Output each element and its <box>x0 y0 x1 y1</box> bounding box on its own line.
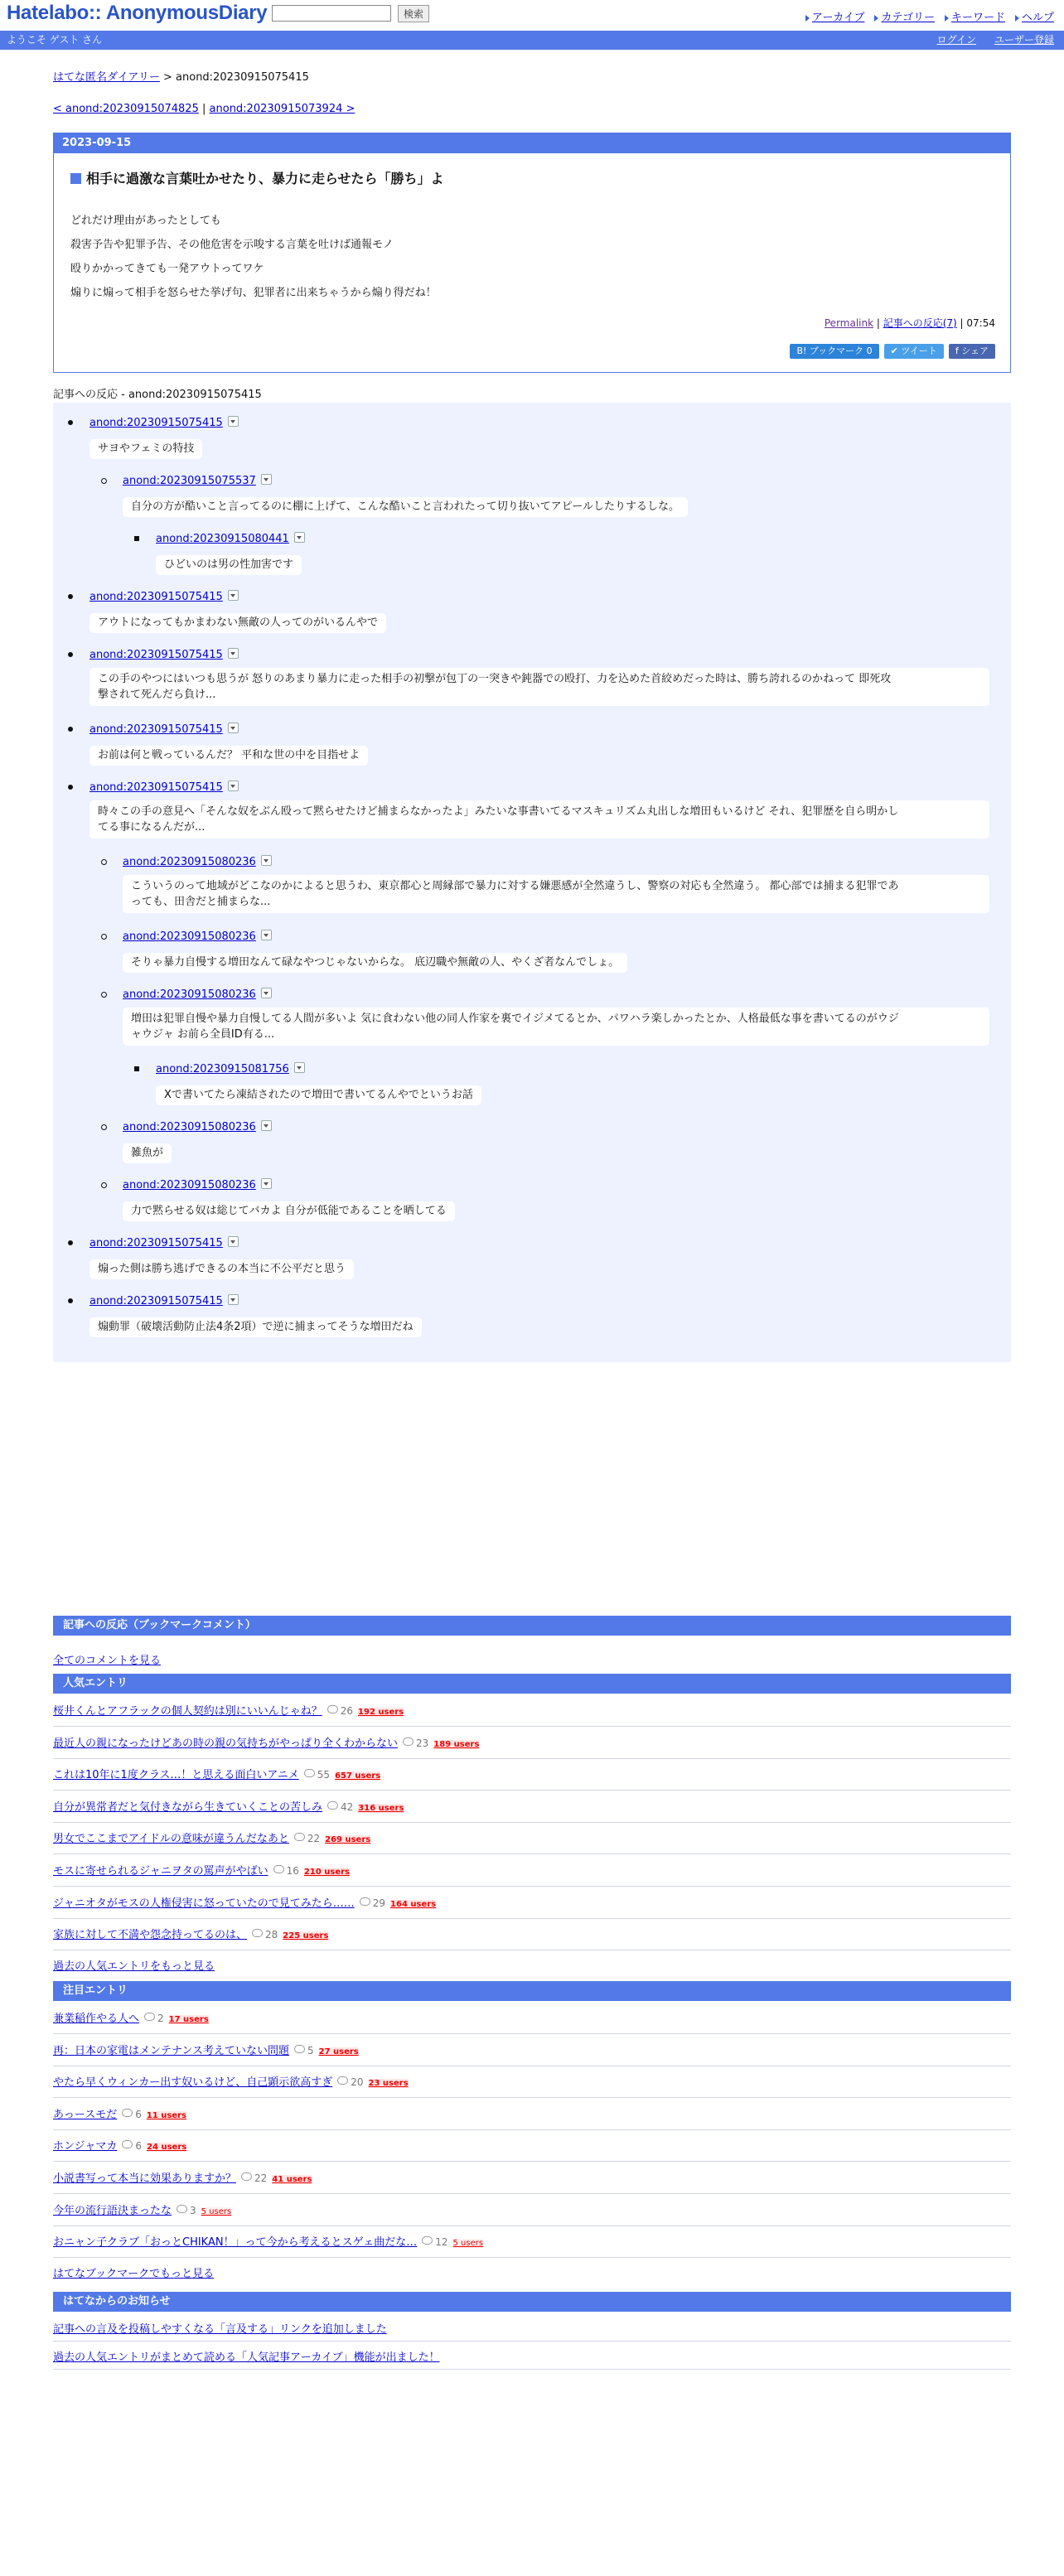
comment-count[interactable]: 5 <box>294 2045 314 2056</box>
dropdown-icon[interactable] <box>261 1178 272 1189</box>
comment-count[interactable]: 23 <box>403 1737 428 1749</box>
reaction-bubble <box>123 875 989 913</box>
users-badge[interactable]: 5 users <box>452 2239 484 2249</box>
users-badge[interactable]: 164 users <box>390 1899 437 1909</box>
entry-link[interactable]: おニャン子クラブ「おっとCHIKAN！」って今から考えるとスゲェ曲だな… <box>53 2236 418 2250</box>
title-square-icon <box>70 173 81 184</box>
reaction-node <box>156 532 305 545</box>
entry-row-content <box>53 1798 404 1814</box>
bookmark-label: B! ブックマーク <box>796 346 864 356</box>
entry-link[interactable]: モスに寄せられるジャニヲタの罵声がやばい <box>53 1865 268 1878</box>
entry-line: 殴りかかってきても一発アウトってワケ <box>70 263 264 275</box>
dropdown-icon[interactable] <box>261 855 272 866</box>
bookmark-comments-header: 記事への反応（ブックマークコメント） <box>53 1616 1011 1636</box>
dropdown-icon[interactable] <box>228 1236 239 1247</box>
reaction-tree <box>53 403 1011 1362</box>
prev-entry-link[interactable]: < anond:20230915074825 <box>53 103 199 115</box>
next-entry-link[interactable]: anond:20230915073924 > <box>209 103 355 115</box>
entry-row-content <box>53 2169 312 2185</box>
reaction-bubble: ひどいのは男の性加害です <box>156 555 302 575</box>
comment-count[interactable]: 20 <box>337 2076 363 2088</box>
entry-line: どれだけ理由があったとしても <box>70 215 221 227</box>
entry-link[interactable]: 桜井くんとアフラックの個人契約は別にいいんじゃね？ <box>53 1705 322 1718</box>
reaction-link[interactable]: anond:20230915080236 <box>123 1121 256 1133</box>
news-link[interactable]: 過去の人気エントリがまとめて読める「人気記事アーカイブ」機能が出ました！ <box>53 2351 440 2364</box>
share-buttons <box>785 344 995 359</box>
twitter-bird-icon: ✔ <box>890 346 898 356</box>
reaction-bubble: Xで書いてたら凍結されたので増田で書いてるんやでというお話 <box>156 1085 481 1105</box>
permalink[interactable]: Permalink <box>824 317 874 329</box>
nav-category[interactable]: カテゴリー <box>874 12 934 24</box>
reaction-bubble: 力で黙らせる奴は総じてバカよ 自分が低能であることを晒してる <box>123 1201 455 1221</box>
bubble-line: 時々この手の意見へ「そんな奴をぶん殴って黙らせたけど捕まらなかったよ」みたいな事書いてるマスキュリズム丸出しな増田もいるけど それ、犯罪歴を自ら明かし <box>98 805 899 818</box>
entry-row-content <box>53 1926 328 1941</box>
entry-row-content <box>53 1766 380 1781</box>
entry-row-content <box>53 2042 359 2057</box>
reaction-bubble: 煽った側は勝ち逃げできるの本当に不公平だと思う <box>89 1259 354 1279</box>
search-button[interactable]: 検索 <box>398 5 429 22</box>
entry-row-content <box>53 2201 231 2217</box>
popular-more-link[interactable]: 過去の人気エントリをもっと見る <box>53 1960 215 1973</box>
reaction-node <box>89 1236 239 1249</box>
entry-row <box>53 1759 1011 1791</box>
breadcrumb <box>53 68 309 84</box>
bubble-line: てる事になるんだが... <box>98 821 206 834</box>
entry-row <box>53 1887 1011 1919</box>
login-link[interactable]: ログイン <box>936 34 976 46</box>
entry-row <box>53 1728 1011 1759</box>
comment-count[interactable]: 12 <box>422 2236 447 2248</box>
entry-title-text: 相手に過激な言葉吐かせたり、暴力に走らせたら「勝ち」よ <box>86 171 444 186</box>
reaction-bubble: 煽動罪（破壊活動防止法4条2項）で逆に捕まってそうな増田だね <box>89 1317 422 1337</box>
reaction-node <box>89 648 239 661</box>
reaction-node <box>89 416 239 429</box>
reaction-link[interactable]: anond:20230915075415 <box>89 723 223 736</box>
attention-more-link[interactable]: はてなブックマークでもっと見る <box>53 2268 215 2280</box>
prev-next-sep: | <box>202 103 206 115</box>
comment-count[interactable]: 16 <box>273 1865 299 1877</box>
site-header <box>0 0 1064 28</box>
entry-row <box>53 2226 1011 2258</box>
bubble-line: 撃されて死んだら負け... <box>98 689 216 701</box>
reaction-link[interactable]: anond:20230915075415 <box>89 649 223 661</box>
entry-link[interactable]: これは10年に1度クラス…！と思える面白いアニメ <box>53 1769 299 1782</box>
reaction-link[interactable]: anond:20230915075415 <box>89 591 223 603</box>
reaction-link[interactable]: anond:20230915081756 <box>156 1063 289 1075</box>
reaction-bubble: お前は何と戦っているんだ？ 平和な世の中を目指せよ <box>89 746 368 766</box>
entry-date: 2023-09-15 <box>54 133 1010 153</box>
entry-row <box>53 1791 1011 1823</box>
users-badge[interactable]: 192 users <box>358 1708 404 1717</box>
users-badge[interactable]: 41 users <box>272 2175 312 2184</box>
entry-title <box>70 168 1010 187</box>
entry-row-content <box>53 2105 186 2121</box>
entry-row-content <box>53 2009 209 2025</box>
fb-label: シェア <box>961 346 989 356</box>
reaction-node <box>89 723 239 736</box>
users-badge[interactable]: 210 users <box>303 1868 350 1877</box>
bubble-line: こういうのって地域がどこなのかによると思うわ、東京都心と周縁部で暴力に対する嫌悪感が全然違うし、警察の対応も全然違う。 都心部では捕まる犯罪であ <box>131 880 899 892</box>
reaction-link[interactable]: anond:20230915080236 <box>123 930 256 943</box>
entry-row <box>53 2099 1011 2130</box>
reaction-bubble: そりゃ暴力自慢する増田なんて碌なやつじゃないからな。 底辺職や無敵の人、やくざ者なんでしょ。 <box>123 953 627 973</box>
entry-link[interactable]: 家族に対して不満や怨念持ってるのは、 <box>53 1929 248 1942</box>
search-input[interactable] <box>272 5 391 22</box>
entry-row <box>53 2066 1011 2098</box>
entry-row <box>53 2163 1011 2194</box>
reaction-bubble: 雑魚が <box>123 1143 172 1163</box>
facebook-share-button[interactable] <box>949 344 995 359</box>
attention-entries-header: 注目エントリ <box>53 1981 1011 2001</box>
reaction-link[interactable]: anond:20230915075415 <box>89 1295 223 1307</box>
users-badge[interactable]: 225 users <box>283 1931 329 1941</box>
nav-help[interactable]: ヘルプ <box>1015 12 1054 24</box>
dropdown-icon[interactable] <box>228 781 239 791</box>
reaction-link[interactable]: anond:20230915075415 <box>89 1237 223 1249</box>
reaction-bubble: サヨやフェミの特技 <box>89 439 202 459</box>
reaction-bubble <box>89 800 989 839</box>
users-badge[interactable]: 11 users <box>146 2110 187 2120</box>
entry-row <box>53 2195 1011 2226</box>
reaction-link[interactable]: anond:20230915075415 <box>89 781 223 794</box>
entry-link[interactable]: やたら早くウィンカー出す奴いるけど、自己顕示欲高すぎ <box>53 2076 333 2090</box>
dropdown-icon[interactable] <box>261 474 272 485</box>
hatena-bookmark-button[interactable] <box>790 344 878 359</box>
breadcrumb-current: anond:20230915075415 <box>176 71 309 84</box>
entry-row <box>53 2003 1011 2034</box>
news-item <box>53 2342 1011 2370</box>
reaction-node <box>123 855 272 868</box>
all-comments-link[interactable]: 全てのコメントを見る <box>53 1655 162 1667</box>
news-link[interactable]: 記事への言及を投稿しやすくなる「言及する」リンクを追加しました <box>53 2323 387 2336</box>
reaction-link[interactable]: anond:20230915080236 <box>123 1179 256 1191</box>
bubble-line: 増田は犯罪自慢や暴力自慢してる人間が多いよ 気に食わない他の同人作家を裏でイジメてるとか、パワハラ楽しかったとか、人格最低な事を書いてるのがウジ <box>131 1013 899 1025</box>
entry-row <box>53 2035 1011 2066</box>
reaction-node <box>89 1294 239 1307</box>
reaction-bubble <box>123 1008 989 1046</box>
breadcrumb-home[interactable]: はてな匿名ダイアリー <box>53 71 160 84</box>
reaction-bubble <box>89 668 989 706</box>
entry-row <box>53 1823 1011 1854</box>
welcome-text: ようこそ ゲスト さん <box>7 34 103 46</box>
register-link[interactable]: ユーザー登録 <box>994 34 1054 46</box>
entry-link[interactable]: 男女でここまでアイドルの意味が違うんだなあと <box>53 1833 289 1846</box>
entry-time: 07:54 <box>966 317 995 329</box>
reaction-node <box>89 590 239 603</box>
news-item <box>53 2313 1011 2342</box>
comment-count[interactable]: 55 <box>304 1769 330 1781</box>
entry-link[interactable]: 自分が異常者だと気付きながら生きていくことの苦しみ <box>53 1800 323 1814</box>
dropdown-icon[interactable] <box>228 590 239 601</box>
reaction-node <box>123 988 272 1001</box>
entry-row-content <box>53 1734 479 1750</box>
entry-row <box>53 1695 1011 1727</box>
reaction-node <box>156 1062 305 1075</box>
entry-row-content <box>53 2073 409 2089</box>
comment-count[interactable]: 29 <box>360 1897 385 1909</box>
comment-count[interactable]: 3 <box>177 2205 196 2216</box>
tweet-label: ツイート <box>901 346 937 356</box>
comment-count[interactable]: 42 <box>327 1801 353 1813</box>
users-badge[interactable]: 657 users <box>335 1771 381 1781</box>
entry-footer: Permalink | 記事への反応(7) | 07:54 <box>824 317 995 329</box>
dropdown-icon[interactable] <box>228 416 239 427</box>
entry-link[interactable]: 再：日本の家電はメンテナンス考えていない問題 <box>53 2044 289 2057</box>
dropdown-icon[interactable] <box>261 1120 272 1131</box>
popular-entries-header: 人気エントリ <box>53 1674 1011 1694</box>
dropdown-icon[interactable] <box>294 532 305 543</box>
reaction-link[interactable]: anond:20230915075537 <box>123 475 256 487</box>
users-badge[interactable]: 269 users <box>325 1835 371 1845</box>
reaction-bubble: アウトになってもかまわない無敵の人ってのがいるんやで <box>89 613 386 633</box>
entry-link[interactable]: 小説書写って本当に効果ありますか？ <box>53 2172 237 2185</box>
dropdown-icon[interactable] <box>294 1062 305 1073</box>
dropdown-icon[interactable] <box>228 723 239 733</box>
comment-count[interactable]: 22 <box>241 2172 267 2184</box>
entry-body <box>70 209 1010 305</box>
users-badge[interactable]: 316 users <box>358 1803 404 1813</box>
nav-keyword[interactable]: キーワード <box>945 12 1005 24</box>
dropdown-icon[interactable] <box>261 930 272 940</box>
dropdown-icon[interactable] <box>228 648 239 659</box>
reaction-node <box>123 474 272 487</box>
top-nav <box>796 8 1054 24</box>
site-logo[interactable]: Hatelabo:: AnonymousDiary <box>7 2 268 24</box>
reactions-link[interactable]: 記事への反応(7) <box>883 317 957 329</box>
bubble-line: ャウジャ お前ら全員ID有る... <box>131 1028 275 1041</box>
entry-link[interactable]: ジャニオタがモスの人権侵害に怒っていたので見てみたら…… <box>53 1897 355 1910</box>
users-badge[interactable]: 23 users <box>368 2079 409 2089</box>
reactions-title: 記事への反応 - anond:20230915075415 <box>53 385 1011 404</box>
entry-link[interactable]: 兼業稲作やる人へ <box>53 2013 140 2025</box>
users-badge[interactable]: 189 users <box>433 1739 480 1749</box>
news-header: はてなからのお知らせ <box>53 2292 1011 2312</box>
entry-line: 煽りに煽って相手を怒らせた挙げ句、犯罪者に出来ちゃうから煽り得だね！ <box>70 287 437 299</box>
comment-count[interactable]: 28 <box>252 1929 278 1940</box>
nav-archive[interactable]: アーカイブ <box>805 12 865 24</box>
users-badge[interactable]: 24 users <box>147 2143 187 2153</box>
entry-row <box>53 1919 1011 1950</box>
entry-row-content <box>53 1829 370 1845</box>
reaction-node <box>123 1178 272 1191</box>
reaction-node <box>123 1120 272 1133</box>
reaction-link[interactable]: anond:20230915075415 <box>89 417 223 429</box>
entry-row-content <box>53 2233 483 2249</box>
entry-link[interactable]: 最近人の親になったけどあの時の親の気持ちがやっぱり全くわからない <box>53 1737 399 1750</box>
diary-entry <box>53 133 1011 373</box>
bubble-line: っても、田舎だと捕まらな... <box>131 896 271 908</box>
entry-row <box>53 2130 1011 2162</box>
comment-count[interactable]: 22 <box>294 1833 320 1844</box>
entry-row-content <box>53 1862 350 1878</box>
reaction-node <box>89 781 239 794</box>
user-bar <box>0 31 1064 50</box>
entry-row-content <box>53 1894 436 1910</box>
bookmark-count: 0 <box>866 346 873 356</box>
entry-link[interactable]: ホンジャマカ <box>53 2140 118 2153</box>
facebook-icon: f <box>955 346 959 356</box>
users-badge[interactable]: 27 users <box>318 2047 359 2056</box>
comment-count[interactable]: 6 <box>122 2140 142 2152</box>
reaction-bubble: 自分の方が酷いこと言ってるのに棚に上げて、こんな酷いこと言われたって切り抜いてアピールしたりするしな。 <box>123 497 688 517</box>
reaction-link[interactable]: anond:20230915080236 <box>123 988 256 1001</box>
entry-link[interactable]: 今年の流行語決まったな <box>53 2204 172 2217</box>
entry-line: 殺害予告や犯罪予告、その他危害を示唆する言葉を吐けば通報モノ <box>70 239 394 251</box>
reaction-link[interactable]: anond:20230915080441 <box>156 533 289 545</box>
comment-count[interactable]: 6 <box>122 2109 142 2120</box>
entry-row <box>53 1855 1011 1887</box>
breadcrumb-sep: > <box>162 71 172 84</box>
prev-next-nav <box>53 103 355 115</box>
entry-row-content <box>53 1702 404 1718</box>
tweet-button[interactable] <box>884 344 944 359</box>
entry-link[interactable]: あっースモだ <box>53 2108 118 2121</box>
dropdown-icon[interactable] <box>228 1294 239 1305</box>
users-badge[interactable]: 5 users <box>201 2206 232 2216</box>
bubble-line: この手のやつにはいつも思うが 怒りのあまり暴力に走った相手の初撃が包丁の一突きや鈍器での殴打、力を込めた首絞めだった時は、勝ち誇れるのかねって 即死攻 <box>98 673 892 685</box>
comment-count[interactable]: 26 <box>327 1705 353 1717</box>
dropdown-icon[interactable] <box>261 988 272 998</box>
comment-count[interactable]: 2 <box>144 2013 164 2024</box>
reaction-node <box>123 930 272 943</box>
reaction-link[interactable]: anond:20230915080236 <box>123 856 256 868</box>
entry-row-content <box>53 2137 186 2153</box>
users-badge[interactable]: 17 users <box>168 2015 209 2024</box>
